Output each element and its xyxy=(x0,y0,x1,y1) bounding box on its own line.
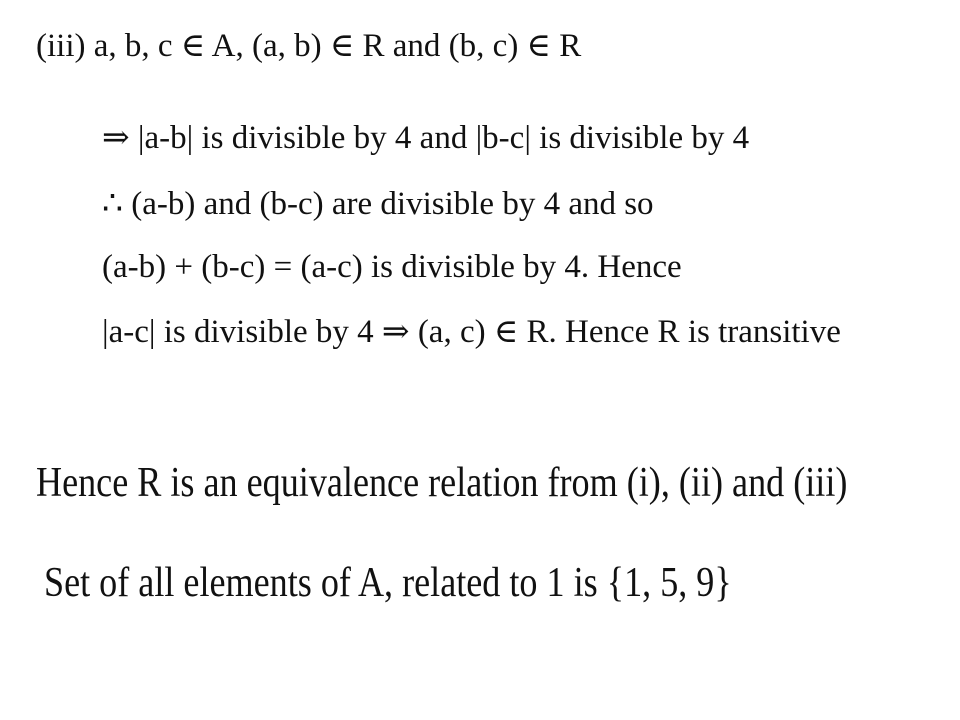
related-set-statement: Set of all elements of A, related to 1 is {1, 5, 9} xyxy=(44,560,732,606)
equivalence-conclusion: Hence R is an equivalence relation from (i), (ii) and (iii) xyxy=(36,460,848,506)
proof-step-3: (a-b) + (b-c) = (a-c) is divisible by 4. Hence xyxy=(102,249,682,285)
proof-step-2: ∴ (a-b) and (b-c) are divisible by 4 and so xyxy=(102,186,654,222)
proof-step-1: ⇒ |a-b| is divisible by 4 and |b-c| is divisible by 4 xyxy=(102,120,750,156)
transitivity-heading: (iii) a, b, c ∈ A, (a, b) ∈ R and (b, c) ∈ R xyxy=(36,28,582,64)
proof-step-4: |a-c| is divisible by 4 ⇒ (a, c) ∈ R. Hence R is transitive xyxy=(102,314,841,350)
